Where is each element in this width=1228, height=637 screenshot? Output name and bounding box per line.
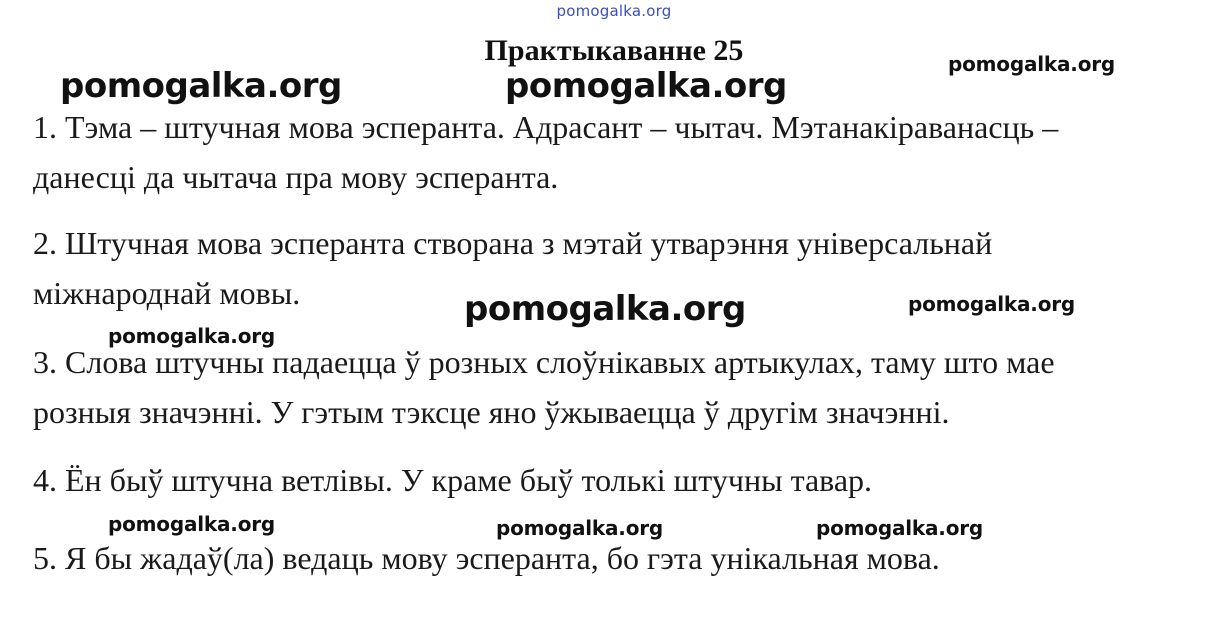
answer-3 <box>33 337 1193 437</box>
answer-4 <box>33 455 1193 505</box>
answer-3-line-1: 3. Слова штучны падаецца ў розных слоўнікавых артыкулах, таму што мае <box>33 344 1055 380</box>
answer-2-line-1: 2. Штучная мова эсперанта створана з мэтай утварэння універсальнай <box>33 225 993 261</box>
watermark: pomogalka.org <box>108 512 276 536</box>
answer-4-line-1: 4. Ён быў штучна ветлівы. У краме быў толькі штучны тавар. <box>33 462 873 498</box>
answer-1-line-1: 1. Тэма – штучная мова эсперанта. Адрасант – чытач. Мэтанакіраванасць – <box>33 109 1059 145</box>
watermark: pomogalka.org <box>816 516 984 540</box>
answer-5-line-1: 5. Я бы жадаў(ла) ведаць мову эсперанта, бо гэта унікальная мова. <box>33 540 940 576</box>
watermark: pomogalka.org <box>908 292 1076 316</box>
watermark: pomogalka.org <box>108 324 276 348</box>
exercise-title: Практыкаванне 25 <box>484 34 744 67</box>
watermark: pomogalka.org <box>60 66 342 106</box>
answer-1 <box>33 102 1193 202</box>
watermark: pomogalka.org <box>948 52 1116 76</box>
answer-2-line-2: міжнароднай мовы. <box>33 275 301 311</box>
watermark: pomogalka.org <box>496 516 664 540</box>
watermark: pomogalka.org <box>505 66 787 106</box>
answer-5 <box>33 533 1193 583</box>
answer-1-line-2: данесці да чытача пра мову эсперанта. <box>33 159 559 195</box>
header-site-link[interactable]: pomogalka.org <box>556 2 672 20</box>
watermark: pomogalka.org <box>464 289 746 329</box>
answer-3-line-2: розныя значэнні. У гэтым тэксце яно ўжываецца ў другім значэнні. <box>33 394 950 430</box>
